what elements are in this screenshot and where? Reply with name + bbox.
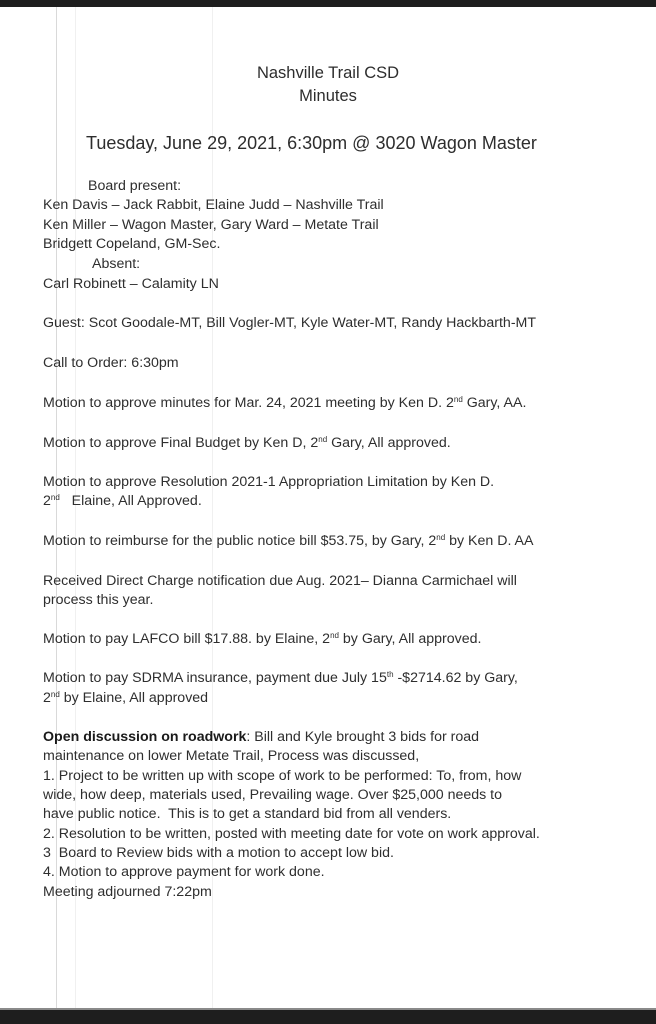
motion-item — [43, 395, 526, 411]
discussion-line: 3 Board to Review bids with a motion to accept low bid. — [43, 845, 394, 861]
motion-item-line1 — [43, 670, 518, 686]
doc-type-title: Minutes — [299, 87, 357, 105]
motion-text: Motion to pay LAFCO bill $17.88. by Elaine, 2 — [43, 631, 331, 647]
absent-member-line: Carl Robinett – Calamity LN — [43, 276, 219, 292]
motion-text: Gary, All approved. — [327, 435, 451, 451]
superscript: th — [386, 670, 394, 679]
discussion-heading: Open discussion on roadwork — [43, 729, 247, 745]
motion-item — [43, 533, 533, 549]
discussion-line: have public notice. This is to get a standard bid from all venders. — [43, 806, 452, 822]
motion-text: Motion to reimburse for the public notice bill $53.75, by Gary, 2 — [43, 533, 437, 549]
superscript: nd — [50, 690, 60, 699]
superscript: nd — [330, 631, 339, 640]
motion-text: -$2714.62 by Gary, — [393, 670, 518, 686]
motion-text: by Ken D. AA — [445, 533, 534, 549]
discussion-line: wide, how deep, materials used, Prevailing wage. Over $25,000 needs to — [43, 787, 503, 803]
motion-text: Motion to pay SDRMA insurance, payment due July 15 — [43, 670, 387, 686]
motion-text: Elaine, All Approved. — [59, 493, 202, 509]
motion-text: Motion to approve Final Budget by Ken D, 2 — [43, 435, 319, 451]
motion-text: by Gary, All approved. — [338, 631, 482, 647]
superscript: nd — [318, 435, 328, 444]
discussion-line: 1. Project to be written up with scope of work to be performed: To, from, how — [43, 768, 522, 784]
bottom-dark-border — [0, 1008, 656, 1024]
motion-item — [43, 631, 481, 647]
motion-item-line2 — [43, 493, 202, 509]
org-title: Nashville Trail CSD — [256, 64, 400, 82]
absent-label: Absent: — [92, 256, 141, 272]
discussion-line: 4. Motion to approve payment for work done. — [43, 864, 325, 880]
adjourned-line: Meeting adjourned 7:22pm — [43, 884, 212, 900]
notice-item-line2: process this year. — [43, 592, 154, 608]
meeting-date-line: Tuesday, June 29, 2021, 6:30pm @ 3020 Wagon Master — [86, 133, 537, 153]
discussion-line: 2. Resolution to be written, posted with meeting date for vote on work approval. — [43, 826, 540, 842]
motion-item-line2 — [43, 690, 208, 706]
board-present-label: Board present: — [88, 178, 182, 194]
superscript: nd — [436, 533, 446, 542]
motion-text: Gary, AA. — [462, 395, 527, 411]
superscript: nd — [453, 395, 463, 404]
motion-text: by Elaine, All approved — [59, 690, 209, 706]
discussion-text: : Bill and Kyle brought 3 bids for road — [246, 729, 480, 745]
guest-list: Guest: Scot Goodale-MT, Bill Vogler-MT, Kyle Water-MT, Randy Hackbarth-MT — [43, 315, 537, 331]
board-member-line: Ken Miller – Wagon Master, Gary Ward – Metate Trail — [43, 217, 379, 233]
motion-item-line1: Motion to approve Resolution 2021-1 Appropriation Limitation by Ken D. — [43, 474, 495, 490]
call-to-order: Call to Order: 6:30pm — [43, 355, 179, 371]
notice-item-line1: Received Direct Charge notification due Aug. 2021– Dianna Carmichael will — [43, 573, 517, 589]
motion-text: Motion to approve minutes for Mar. 24, 2021 meeting by Ken D. 2 — [43, 395, 454, 411]
board-member-line: Bridgett Copeland, GM-Sec. — [43, 236, 221, 252]
motion-text: 2 — [43, 690, 51, 706]
discussion-line — [43, 729, 479, 745]
discussion-line: maintenance on lower Metate Trail, Process was discussed, — [43, 748, 420, 764]
superscript: nd — [50, 493, 60, 502]
motion-item — [43, 435, 451, 451]
board-member-line: Ken Davis – Jack Rabbit, Elaine Judd – Nashville Trail — [43, 197, 384, 213]
motion-text: 2 — [43, 493, 51, 509]
